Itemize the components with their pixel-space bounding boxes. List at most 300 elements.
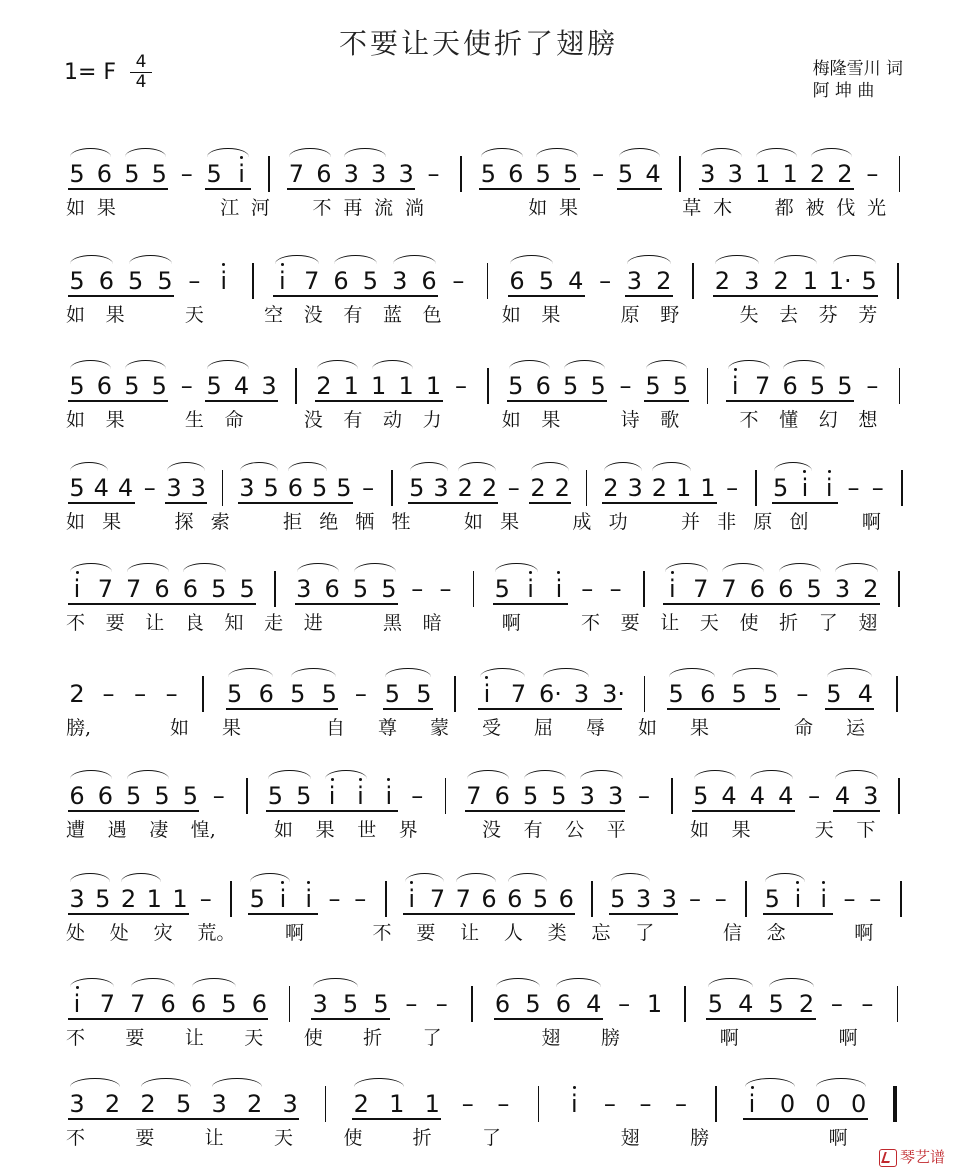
slur [580, 770, 622, 779]
lyric-char: 让 [204, 1127, 224, 1149]
barline [591, 881, 593, 917]
lyric-char: 动 [382, 409, 402, 431]
note: 5 [731, 680, 747, 708]
note: 3 [282, 1090, 298, 1118]
slur [543, 668, 589, 677]
lyric-char: 果 [541, 409, 561, 431]
lyric-char: 再 [343, 197, 363, 219]
note: 6 [324, 575, 340, 603]
note: 6 [98, 267, 114, 295]
note: 5 [362, 267, 379, 295]
lyric-char: 类 [547, 922, 567, 944]
lyric-char: 世 [357, 819, 377, 841]
lyric-char: 凄 [149, 819, 169, 841]
note: 7 [755, 372, 771, 400]
octave-dot [573, 1086, 576, 1089]
lyric-char: 要 [416, 922, 436, 944]
note: i [748, 1090, 756, 1118]
note: 5 [154, 782, 170, 810]
slur [393, 255, 436, 264]
note: 2 [353, 1090, 369, 1118]
lyric-char: 天 [184, 304, 204, 326]
lyrics-line [0, 718, 957, 748]
note: 5 [263, 474, 279, 502]
barline [897, 986, 899, 1022]
beam-underline [315, 400, 443, 402]
barline [391, 470, 393, 506]
slur [129, 255, 172, 264]
dash-note: – [599, 267, 612, 295]
lyric-char: 蒙 [430, 717, 450, 739]
note: i [408, 885, 416, 913]
dash-note: – [638, 782, 650, 810]
barline [487, 263, 489, 299]
slur [774, 255, 817, 264]
dash-note: – [354, 885, 367, 913]
note: i [279, 267, 286, 295]
note: 5 [69, 160, 85, 188]
lyric-char: 让 [184, 1027, 204, 1049]
note: 2 [120, 885, 137, 913]
beam-underline [68, 502, 135, 504]
note: 1 [675, 474, 692, 502]
dash-note: – [199, 885, 212, 913]
dash-note: – [796, 680, 809, 708]
note: 5 [182, 782, 199, 810]
lyric-char: 要 [135, 1127, 155, 1149]
dash-note: – [165, 680, 178, 708]
dash-note: – [869, 885, 882, 913]
lyrics-line [0, 820, 957, 850]
lyric-char: 忘 [591, 922, 611, 944]
slur [325, 770, 367, 779]
lyric-char: 了 [422, 1027, 442, 1049]
note: 3 [744, 267, 760, 295]
time-signature-bottom: 4 [135, 72, 147, 92]
beam-underline [726, 400, 854, 402]
lyric-char: 不 [66, 612, 86, 634]
note: 2 [603, 474, 619, 502]
lyric-char: 如 [638, 717, 658, 739]
beam-underline [699, 188, 854, 190]
lyric-char: 了 [482, 1127, 502, 1149]
slur [344, 148, 385, 157]
slur [167, 462, 205, 471]
lyric-char: 都 [774, 197, 794, 219]
slur [728, 360, 769, 369]
note: 3 [700, 160, 716, 188]
barline [900, 881, 902, 917]
lyric-char: 果 [105, 304, 125, 326]
note: 5 [551, 782, 567, 810]
note: 3 [579, 782, 595, 810]
lyric-char: 知 [224, 612, 244, 634]
lyric-char: 运 [846, 717, 866, 739]
slur [745, 1078, 795, 1087]
slur [652, 462, 690, 471]
note: 2 [773, 267, 789, 295]
notes-line [0, 1078, 957, 1124]
note: 3 [727, 160, 743, 188]
note: 5 [768, 990, 784, 1018]
barline [538, 1086, 540, 1122]
note: 7 [130, 990, 146, 1018]
note: 3 [398, 160, 414, 188]
lyric-char: 信 [722, 922, 742, 944]
dash-note: – [411, 575, 424, 603]
note: 5 [617, 160, 634, 188]
lyric-char: 有 [343, 409, 363, 431]
note: 7 [693, 575, 709, 603]
note: 1 [802, 267, 819, 295]
lyric-char: 天 [814, 819, 834, 841]
beam-underline [507, 400, 607, 402]
dash-note: – [180, 160, 193, 188]
barline [268, 156, 270, 192]
note: 5 [590, 372, 606, 400]
lyric-char: 色 [422, 304, 442, 326]
note: 6 [154, 575, 170, 603]
note: i [571, 1090, 578, 1118]
lyric-char: 让 [145, 612, 165, 634]
lyrics-line [0, 305, 957, 335]
slur [127, 563, 169, 572]
dash-note: – [411, 782, 424, 810]
note: 0 [779, 1090, 796, 1118]
lyric-char: 牲 [391, 511, 411, 533]
slur [297, 563, 339, 572]
lyric-char: 界 [398, 819, 418, 841]
beam-underline [644, 400, 689, 402]
slur [556, 978, 600, 987]
note: 2 [809, 160, 826, 188]
lyric-char: 不 [739, 409, 759, 431]
lyrics-line [0, 410, 957, 440]
note: i [483, 680, 491, 708]
note: 4 [645, 160, 661, 188]
slur [275, 255, 318, 264]
note: 5 [95, 885, 111, 913]
note: 6 [96, 372, 113, 400]
slur [121, 873, 161, 882]
note: 3 [69, 885, 85, 913]
dash-note: – [143, 474, 156, 502]
lyric-char: 灾 [153, 922, 173, 944]
note: 5 [227, 680, 243, 708]
lyric-char: 牺 [355, 511, 375, 533]
lyric-char: 歌 [660, 409, 680, 431]
slur [564, 360, 605, 369]
slur [531, 462, 569, 471]
dash-note: – [866, 160, 879, 188]
lyrics-line [0, 613, 957, 643]
beam-underline [772, 502, 839, 504]
note: 5 [480, 160, 497, 188]
lyric-char: 芳 [858, 304, 878, 326]
note: 1 [146, 885, 162, 913]
note: 4 [568, 267, 584, 295]
barline [460, 156, 462, 192]
dash-note: – [188, 267, 201, 295]
barline [644, 676, 646, 712]
barline [274, 571, 276, 607]
note: 7 [288, 160, 305, 188]
note: 1 [425, 372, 442, 400]
slur [722, 563, 764, 572]
lyric-char: 如 [170, 717, 190, 739]
note: 7 [455, 885, 471, 913]
slur [708, 978, 752, 987]
dash-note: – [618, 990, 631, 1018]
note: 6 [258, 680, 274, 708]
note: 1 [398, 372, 414, 400]
beam-underline [663, 603, 879, 605]
barline [289, 986, 291, 1022]
slur [496, 978, 540, 987]
note: 3 [166, 474, 182, 502]
note: 1 [646, 990, 663, 1018]
lyric-char: 淌 [404, 197, 424, 219]
note: 3 [190, 474, 206, 502]
barline [202, 676, 204, 712]
lyricist-credit: 梅隆雪川 词 [812, 59, 903, 79]
barline [643, 571, 645, 607]
note: 6 [494, 782, 510, 810]
note: 5 [221, 990, 237, 1018]
lyric-char: 啊 [501, 612, 521, 634]
beam-underline [383, 708, 433, 710]
beam-underline [494, 1018, 603, 1020]
lyric-char: 创 [789, 511, 809, 533]
note: 3 [608, 782, 624, 810]
beam-underline [529, 502, 571, 504]
lyric-char: 幻 [818, 409, 838, 431]
note: 3 [433, 474, 449, 502]
note: 4 [857, 680, 874, 708]
note: 4 [738, 990, 754, 1018]
dash-note: – [726, 474, 739, 502]
note: 5 [532, 885, 549, 913]
note: 5 [124, 372, 140, 400]
note: 2 [316, 372, 332, 400]
lyric-char: 生 [184, 409, 204, 431]
slur [354, 1078, 404, 1087]
lyric-char: 草 [682, 197, 702, 219]
lyric-char: 如 [66, 304, 86, 326]
lyric-char: 折 [412, 1127, 432, 1149]
note: 7 [510, 680, 527, 708]
beam-underline [706, 1018, 815, 1020]
note: 2 [246, 1090, 263, 1118]
beam-underline [226, 708, 339, 710]
lyric-char: 原 [620, 304, 640, 326]
lyric-char: 非 [717, 511, 737, 533]
lyric-char: 野 [660, 304, 680, 326]
note: 6 [97, 782, 113, 810]
lyric-char: 不 [312, 197, 332, 219]
lyric-char: 如 [501, 304, 521, 326]
note: 2 [69, 680, 85, 708]
lyric-char: 果 [500, 511, 520, 533]
slur [385, 668, 431, 677]
note: 5 [321, 680, 337, 708]
slur [715, 255, 758, 264]
slur [835, 563, 877, 572]
dash-note: – [507, 474, 520, 502]
note: 2 [798, 990, 815, 1018]
octave-dot [222, 263, 225, 266]
lyrics-line [0, 1028, 957, 1058]
dash-note: – [405, 990, 418, 1018]
lyric-char: 如 [528, 197, 548, 219]
lyric-char: 使 [303, 1027, 323, 1049]
lyric-char: 懂 [779, 409, 799, 431]
note: 6 [190, 990, 207, 1018]
note: i [238, 160, 245, 188]
slur [750, 770, 792, 779]
beam-underline [713, 295, 878, 297]
slur [509, 360, 550, 369]
beam-underline [667, 708, 780, 710]
lyric-char: 了 [635, 922, 655, 944]
note: 3 [312, 990, 328, 1018]
lyric-char: 黑 [382, 612, 402, 634]
lyric-char: 暗 [422, 612, 442, 634]
note: 6 [160, 990, 176, 1018]
slur [467, 770, 509, 779]
beam-underline [165, 502, 207, 504]
beam-underline [479, 188, 579, 190]
lyric-char: 果 [105, 409, 125, 431]
slur [665, 563, 707, 572]
beam-underline [68, 295, 174, 297]
lyric-char: 命 [794, 717, 814, 739]
slur [536, 148, 577, 157]
note: 5 [206, 160, 222, 188]
dash-note: – [328, 885, 341, 913]
note: i [801, 474, 809, 502]
slur [131, 978, 175, 987]
beam-underline [68, 913, 189, 915]
note: i [555, 575, 563, 603]
lyric-char: 功 [608, 511, 628, 533]
lyric-char: 公 [565, 819, 585, 841]
note: 5 [69, 474, 85, 502]
note: i [220, 267, 228, 295]
beam-underline [408, 502, 499, 504]
lyrics-line [0, 198, 957, 228]
note: 3 [661, 885, 677, 913]
note: 5 [773, 474, 789, 502]
lyric-char: 果 [102, 511, 122, 533]
dash-note: – [435, 990, 448, 1018]
octave-dot [828, 470, 831, 473]
beam-underline [617, 188, 662, 190]
note: 5 [416, 680, 432, 708]
lyric-char: 翅 [541, 1027, 561, 1049]
dash-note: – [180, 372, 193, 400]
lyric-char: 芬 [818, 304, 838, 326]
note: 6 [182, 575, 199, 603]
note: 3 [261, 372, 277, 400]
note: i [820, 885, 828, 913]
note: 2 [104, 1090, 121, 1118]
note: 4 [586, 990, 602, 1018]
lyric-char: 惶, [190, 819, 216, 841]
note: 3 [69, 1090, 85, 1118]
slur [207, 148, 248, 157]
lyric-char: 诗 [620, 409, 640, 431]
slur [669, 668, 715, 677]
dash-note: – [688, 885, 701, 913]
slur [405, 873, 445, 882]
lyric-char: 如 [66, 409, 86, 431]
note: 0 [815, 1090, 831, 1118]
dash-note: – [212, 782, 225, 810]
note: 5 [336, 474, 352, 502]
lyric-char: 平 [606, 819, 626, 841]
notes-line [0, 873, 957, 919]
note: 1· [828, 267, 852, 295]
lyric-char: 翅 [620, 1127, 640, 1149]
lyric-char: 江 [220, 197, 240, 219]
final-barline [893, 1086, 897, 1122]
slur [372, 360, 413, 369]
note: 5 [69, 372, 85, 400]
lyric-char: 不 [66, 1127, 86, 1149]
barline [898, 778, 900, 814]
dash-note: – [134, 680, 147, 708]
note: 1 [371, 372, 387, 400]
slur [604, 462, 642, 471]
lyric-char: 遭 [66, 819, 86, 841]
lyric-char: 流 [374, 197, 394, 219]
note: 6 [508, 160, 524, 188]
note: 3 [626, 267, 643, 295]
beam-underline [692, 810, 795, 812]
lyric-char: 果 [731, 819, 751, 841]
lyric-char: 果 [96, 197, 116, 219]
note: 6 [69, 782, 85, 810]
slur [192, 978, 236, 987]
slur [207, 360, 248, 369]
note: i [385, 782, 393, 810]
note: i [279, 885, 287, 913]
lyric-char: 果 [559, 197, 579, 219]
octave-dot [387, 778, 390, 781]
barline [897, 263, 899, 299]
slur [456, 873, 496, 882]
slur [495, 563, 537, 572]
note: i [305, 885, 313, 913]
note: 6 [96, 160, 113, 188]
barline [679, 156, 681, 192]
slur [508, 873, 548, 882]
note: 3 [343, 160, 359, 188]
lyric-char: 命 [224, 409, 244, 431]
note: 6· [539, 680, 562, 708]
note: 5 [522, 782, 539, 810]
lyric-char: 要 [105, 612, 125, 634]
note: 1 [700, 474, 716, 502]
slur [70, 1078, 120, 1087]
notes-line [0, 462, 957, 508]
beam-underline [743, 1118, 868, 1120]
dash-note: – [830, 990, 843, 1018]
slur [334, 255, 377, 264]
note: 4 [117, 474, 134, 502]
note: 2 [651, 474, 667, 502]
